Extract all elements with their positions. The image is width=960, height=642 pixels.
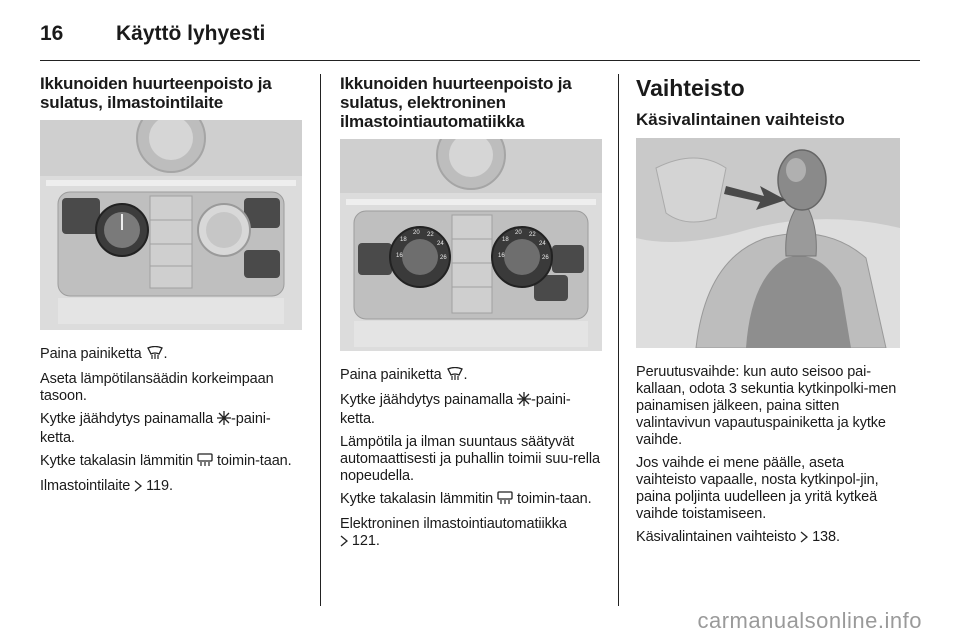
page-reference-arrow-icon bbox=[134, 480, 142, 497]
dial-left-label-3: 22 bbox=[427, 232, 434, 238]
section-heading-electronic-climate: Ikkunoiden huurteenpoisto ja sulatus, elektroninen ilmastointiautomatiikka bbox=[340, 74, 572, 131]
dial-left-label-5: 26 bbox=[440, 255, 447, 261]
dial-left-label-0: 16 bbox=[396, 253, 403, 259]
col2-paragraph-1: Paina painiketta . bbox=[340, 367, 602, 386]
page-header bbox=[40, 18, 920, 58]
dial-right-label-4: 24 bbox=[539, 241, 546, 247]
col1-paragraph-1: Paina painiketta . bbox=[40, 346, 302, 365]
dial-left-label-2: 20 bbox=[413, 230, 420, 236]
gear-lever-illustration bbox=[636, 138, 900, 348]
page-reference-arrow-icon bbox=[800, 531, 808, 548]
ac-snowflake-icon bbox=[517, 392, 531, 411]
rear-window-heater-icon bbox=[197, 453, 213, 472]
col1-paragraph-5: Ilmastointilaite 119. bbox=[40, 478, 302, 497]
col1-paragraph-4: Kytke takalasin lämmitin toimin-taan. bbox=[40, 453, 302, 472]
page-number: 16 bbox=[40, 22, 64, 45]
watermark: carmanualsonline.info bbox=[697, 608, 922, 633]
column-divider-1 bbox=[320, 74, 321, 606]
subheading-manual-transmission: Käsivalintainen vaihteisto bbox=[636, 110, 845, 129]
windscreen-defrost-icon bbox=[146, 346, 164, 365]
page-title: Käyttö lyhyesti bbox=[116, 22, 266, 45]
ac-snowflake-icon bbox=[217, 411, 231, 430]
rear-window-heater-icon bbox=[497, 491, 513, 510]
column-divider-2 bbox=[618, 74, 619, 606]
section-heading-transmission: Vaihteisto bbox=[636, 75, 745, 101]
header-divider bbox=[40, 60, 920, 61]
windscreen-defrost-icon bbox=[446, 367, 464, 386]
dial-left-label-1: 18 bbox=[400, 237, 407, 243]
col3-paragraph-1: Peruutusvaihde: kun auto seisoo pai-kallaan, odota 3 sekuntia kytkinpolki-men painamisen jälkeen, paina sitten valintavivun vapautuspainiketta ja kytke vaihde. bbox=[636, 364, 897, 448]
col1-paragraph-2: Aseta lämpötilansäädin korkeimpaan tasoon. bbox=[40, 371, 274, 404]
ac-control-panel-illustration bbox=[40, 120, 302, 330]
page-reference-arrow-icon bbox=[340, 535, 348, 552]
col3-paragraph-3: Käsivalintainen vaihteisto 138. bbox=[636, 529, 900, 548]
dial-right-label-2: 20 bbox=[515, 230, 522, 236]
col2-paragraph-5: Elektroninen ilmastointiautomatiikka 121. bbox=[340, 516, 602, 552]
col2-paragraph-4: Kytke takalasin lämmitin toimin-taan. bbox=[340, 491, 602, 510]
electronic-climate-panel-illustration bbox=[340, 139, 602, 351]
column-ac-defrost bbox=[40, 74, 302, 503]
col2-paragraph-3: Lämpötila ja ilman suuntaus säätyvät automaattisesti ja puhallin toimii suu-rella nopeudella. bbox=[340, 434, 600, 484]
section-heading-ac-defrost: Ikkunoiden huurteenpoisto ja sulatus, ilmastointilaite bbox=[40, 74, 272, 112]
col2-paragraph-2: Kytke jäähdytys painamalla -paini-ketta. bbox=[340, 392, 571, 427]
col1-paragraph-3: Kytke jäähdytys painamalla -paini-ketta. bbox=[40, 411, 271, 446]
column-transmission bbox=[636, 74, 900, 554]
dial-right-label-1: 18 bbox=[502, 237, 509, 243]
dial-right-label-0: 16 bbox=[498, 253, 505, 259]
dial-right-label-3: 22 bbox=[529, 232, 536, 238]
col3-paragraph-2: Jos vaihde ei mene päälle, aseta vaihteisto vapaalle, nosta kytkinpol-jin, paina poljinta uudelleen ja yritä kytkeä vaihde toistamiseen. bbox=[636, 455, 879, 522]
dial-left-label-4: 24 bbox=[437, 241, 444, 247]
column-electronic-climate bbox=[340, 74, 602, 558]
dial-right-label-5: 26 bbox=[542, 255, 549, 261]
